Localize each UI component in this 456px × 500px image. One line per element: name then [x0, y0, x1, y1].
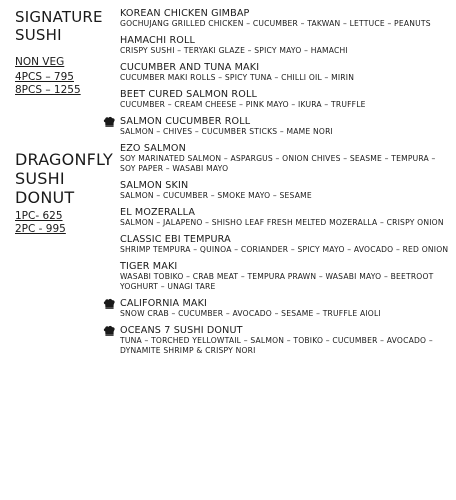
item-name: SALMON SKIN	[120, 180, 189, 191]
menu-item	[120, 298, 450, 319]
item-name: EL MOZERALLA	[120, 207, 196, 218]
dragonfly-title-line1: DRAGONFLY	[15, 150, 113, 169]
menu-item	[120, 62, 450, 83]
item-name: SALMON CUCUMBER ROLL	[120, 116, 251, 127]
item-name: BEET CURED SALMON ROLL	[120, 89, 257, 100]
price-8pcs: 8PCS – 1255	[15, 84, 81, 96]
item-name: HAMACHI ROLL	[120, 35, 195, 46]
item-name: CALIFORNIA MAKI	[120, 298, 208, 309]
item-description: WASABI TOBIKO – CRAB MEAT – TEMPURA PRAWN – WASABI MAYO – BEETROOT YOGHURT – UNAGI TARE	[120, 272, 434, 291]
menu-items-list	[120, 8, 450, 362]
chef-hat-icon	[103, 116, 116, 127]
item-description: CUCUMBER – CREAM CHEESE – PINK MAYO – IKURA – TRUFFLE	[120, 100, 366, 109]
item-description: GOCHUJANG GRILLED CHICKEN – CUCUMBER – TAKWAN – LETTUCE – PEANUTS	[120, 19, 431, 28]
item-description: TUNA – TORCHED YELLOWTAIL – SALMON – TOBIKO – CUCUMBER – AVOCADO – DYNAMITE SHRIMP & CRISPY NORI	[120, 336, 433, 355]
chef-hat-icon	[103, 298, 116, 309]
menu-item	[120, 143, 450, 174]
menu-item	[120, 234, 450, 255]
item-name: CUCUMBER AND TUNA MAKI	[120, 62, 260, 73]
item-description: SNOW CRAB – CUCUMBER – AVOCADO – SESAME – TRUFFLE AIOLI	[120, 309, 381, 318]
item-name: TIGER MAKI	[120, 261, 178, 272]
item-description: SALMON – CHIVES – CUCUMBER STICKS – MAME NORI	[120, 127, 333, 136]
non-veg-label: NON VEG	[15, 56, 65, 68]
item-name: KOREAN CHICKEN GIMBAP	[120, 8, 250, 19]
item-name: CLASSIC EBI TEMPURA	[120, 234, 231, 245]
price-2pc: 2PC - 995	[15, 223, 66, 235]
item-description: CUCUMBER MAKI ROLLS – SPICY TUNA – CHILLI OIL – MIRIN	[120, 73, 355, 82]
dragonfly-sushi-donut-section	[15, 150, 125, 236]
signature-title-line2: SUSHI	[15, 26, 62, 44]
menu-item	[120, 325, 450, 356]
item-description: SHRIMP TEMPURA – QUINOA – CORIANDER – SPICY MAYO – AVOCADO – RED ONION	[120, 245, 449, 254]
dragonfly-title-line3: DONUT	[15, 188, 75, 207]
menu-item	[120, 261, 450, 292]
item-name: EZO SALMON	[120, 143, 186, 154]
chef-hat-icon	[103, 325, 116, 336]
menu-item	[120, 8, 450, 29]
item-description: SOY MARINATED SALMON – ASPARGUS – ONION CHIVES – SEASME – TEMPURA – SOY PAPER – WASABI MAYO	[120, 154, 436, 173]
price-4pcs: 4PCS – 795	[15, 71, 74, 83]
menu-item	[120, 180, 450, 201]
dragonfly-title-line2: SUSHI	[15, 169, 65, 188]
signature-sushi-section	[15, 8, 115, 97]
menu-item	[120, 89, 450, 110]
menu-item	[120, 207, 450, 228]
menu-item	[120, 35, 450, 56]
item-name: OCEANS 7 SUSHI DONUT	[120, 325, 243, 336]
item-description: CRISPY SUSHI – TERYAKI GLAZE – SPICY MAYO – HAMACHI	[120, 46, 348, 55]
menu-item	[120, 116, 450, 137]
signature-title-line1: SIGNATURE	[15, 8, 103, 26]
item-description: SALMON – JALAPENO – SHISHO LEAF FRESH MELTED MOZERALLA – CRISPY ONION	[120, 218, 444, 227]
price-1pc: 1PC- 625	[15, 210, 63, 222]
item-description: SALMON – CUCUMBER – SMOKE MAYO – SESAME	[120, 191, 312, 200]
